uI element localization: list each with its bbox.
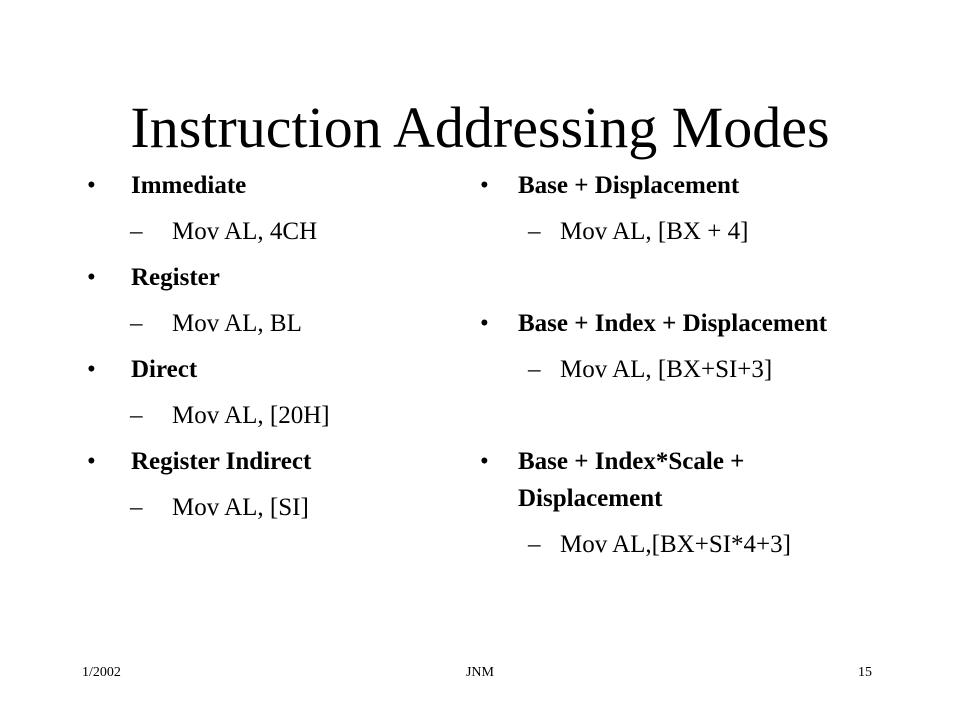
dash-icon: – [130,402,143,429]
footer-date: 1/2002 [82,665,121,680]
bullet-item-register [87,263,220,293]
dash-icon: – [130,310,143,337]
example-text: Mov AL, [SI] [172,494,309,521]
footer-author: JNM [465,665,494,680]
bullet-label: Immediate [131,172,247,199]
sub-item-register-indirect-example [130,493,309,523]
bullet-item-base-index-scale-displacement [480,447,745,477]
bullet-label: Base + Index + Displacement [518,310,828,337]
bullet-icon: • [87,356,96,383]
sub-item-base-index-displacement-example [528,355,773,385]
slide-title: Instruction Addressing Modes [130,94,830,160]
bullet-icon: • [480,172,489,199]
sub-item-register-example [130,309,302,339]
bullet-icon: • [87,172,96,199]
bullet-label: Direct [131,356,198,383]
sub-item-base-displacement-example [528,217,749,247]
example-text: Mov AL,[BX+SI*4+3] [560,531,791,558]
bullet-item-immediate [87,171,247,201]
bullet-item-direct [87,355,198,385]
bullet-icon: • [480,310,489,337]
bullet-icon: • [87,264,96,291]
bullet-icon: • [87,448,96,475]
bullet-item-base-index-displacement [480,309,828,339]
sub-item-base-index-scale-displacement-example [528,530,791,560]
footer-page-number: 15 [858,665,872,680]
dash-icon: – [130,494,143,521]
bullet-item-register-indirect [87,447,312,477]
bullet-label: Base + Displacement [518,172,740,199]
sub-item-direct-example [130,401,330,431]
bullet-label: Register [131,264,220,291]
example-text: Mov AL, [20H] [172,402,330,429]
bullet-item-base-displacement [480,171,740,201]
example-text: Mov AL, 4CH [172,218,318,245]
bullet-item-base-index-scale-displacement-cont [518,484,662,514]
bullet-label-line2: Displacement [518,485,663,512]
example-text: Mov AL, [BX + 4] [560,218,749,245]
sub-item-immediate-example [130,217,318,247]
bullet-label-line1: Base + Index*Scale + [518,448,745,475]
example-text: Mov AL, [BX+SI+3] [560,356,773,383]
example-text: Mov AL, BL [172,310,302,337]
dash-icon: – [528,218,541,245]
bullet-label: Register Indirect [131,448,312,475]
dash-icon: – [528,531,541,558]
bullet-icon: • [480,448,489,475]
dash-icon: – [528,356,541,383]
dash-icon: – [130,218,143,245]
